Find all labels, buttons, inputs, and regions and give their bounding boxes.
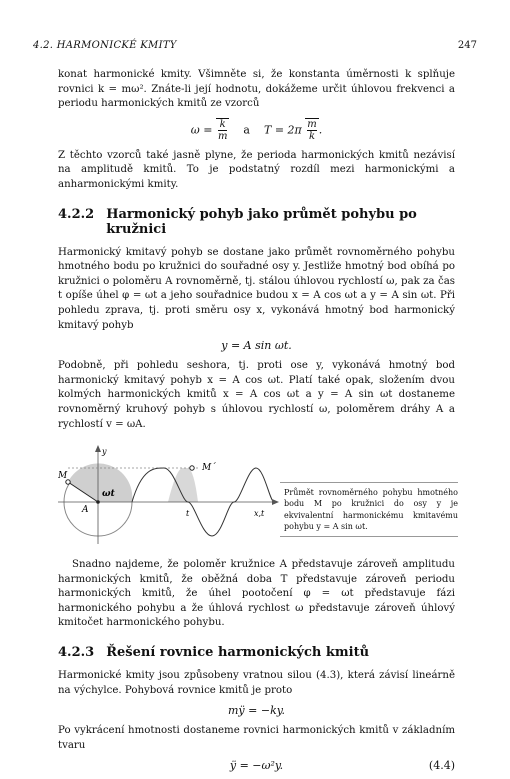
x-axis-arrow <box>272 499 279 505</box>
sqrt-m-over-k <box>305 118 318 142</box>
section-title: Harmonický pohyb jako průmět pohybu po kružnici <box>106 206 417 237</box>
paragraph-period-independence: Z těchto vzorců také jasně plyne, že perioda harmonických kmitů nezávisí na amplitudě kmitů. To je podstatný rozdíl mezi harmonickými a anharmonickými kmity. <box>58 149 455 190</box>
equation-omega-period: ω = $\frac{k}{m}$ a T = 2π $\frac{m}{k}$ . <box>190 118 323 142</box>
equation-4-4-expr: ÿ = −ω²y. <box>229 759 284 773</box>
section-number: 4.2.2 <box>58 206 95 222</box>
point-M-prime <box>190 466 194 470</box>
frac-num-m: m <box>307 118 317 130</box>
fraction-m-k <box>307 119 316 142</box>
paragraph-interpretation: Snadno najdeme, že poloměr kružnice A představuje zároveň amplitudu harmonických kmitů, že oběžná doba T představuje zároveň periodu harmonických kmitů, že úhel pootočení φ = ωt představuje fázi harmonického pohybu a že úhlová rychlost ω představuje zároveň úhlový kmitočet harmonického pohybu. <box>58 559 455 629</box>
fraction-k-m <box>218 119 227 142</box>
paragraph-projection: Harmonický kmitavý pohyb se dostane jako průmět rovnoměrného pohybu hmotného bodu po kružnici do souřadné osy y. Jestliže hmotný bod obíhá po kružnici o poloměru A rovnoměrně, tj. stálou úhlovou rychlostí ω, pak za čas t opíše úhel φ = ωt a jeho souřadnice budou x = A cos ωt a y = A sin ωt. Při pohledu zprava, tj. proti směru osy x, vykonává hmotný bod harmonický kmitavý pohyb <box>58 246 455 331</box>
page-header <box>33 40 477 51</box>
label-x-t: x,t <box>254 509 265 519</box>
label-M-prime: M´ <box>202 463 216 474</box>
sqrt-k-over-m <box>216 118 229 142</box>
section-number: 4.2.3 <box>58 645 95 661</box>
equation-motion: mÿ = −ky. <box>228 704 285 718</box>
paragraph-basic-form: Po vykrácení hmotnosti dostaneme rovnici harmonických kmitů v základním tvaru <box>58 725 455 751</box>
label-t: t <box>186 509 190 519</box>
shaded-sector <box>68 463 132 502</box>
equation-y-sin: y = A sin ωt. <box>221 339 292 353</box>
frac-den-m: m <box>217 130 228 142</box>
figure-circle-projection <box>58 440 458 548</box>
eq-and-word: a <box>243 123 250 137</box>
label-M: M <box>58 471 68 482</box>
label-omega-t: ωt <box>102 489 115 500</box>
y-axis-arrow <box>95 445 101 452</box>
frac-num-k: k <box>219 118 226 130</box>
section-heading-4-2-3 <box>58 645 455 660</box>
frac-den-k: k <box>308 130 316 142</box>
label-y: y <box>102 447 107 457</box>
projection-diagram <box>58 440 280 548</box>
paragraph-intro: konat harmonické kmity. Všimněte si, že konstanta úměrnosti k splňuje rovnici k = mω². Znáte-li její hodnotu, dokážeme určit úhlovou frekvenci a periodu harmonických kmitů ze vzorců <box>58 69 455 110</box>
equation-number: (4.4) <box>428 759 455 773</box>
running-head: 4.2. HARMONICKÉ KMITY <box>33 40 177 51</box>
paragraph-from-above: Podobně, při pohledu seshora, tj. proti ose y, vykonává hmotný bod harmonický kmitavý pohyb x = A cos ωt. Platí také opak, složením dvou kolmých harmonických kmitů x = A cos ωt a y = A sin ωt dostaneme rovnoměrný kruhový pohyb s úhlovou rychlostí ω, poloměrem dráhy A a rychlostí v = ωA. <box>58 360 455 430</box>
section-title: Řešení rovnice harmonických kmitů <box>106 645 370 661</box>
eq-period-lhs: T = 2π <box>263 123 302 137</box>
paragraph-restoring-force: Harmonické kmity jsou způsobeny vratnou silou (4.3), která závisí lineárně na výchylce. Pohybová rovnice kmitů je proto <box>58 670 455 696</box>
figure-caption: Průmět rovnoměrného pohybu hmotného bodu M po kružnici do osy y je ekvivalentní harmonickému kmitavému pohybu y = A sin ωt. <box>280 482 458 537</box>
section-heading-4-2-2 <box>58 207 455 237</box>
label-A: A <box>82 505 89 516</box>
eq-omega-lhs: ω = <box>190 123 213 137</box>
page-body <box>58 68 458 779</box>
equation-4-4 <box>58 759 455 772</box>
page-number: 247 <box>457 40 477 51</box>
center-point <box>96 500 100 504</box>
